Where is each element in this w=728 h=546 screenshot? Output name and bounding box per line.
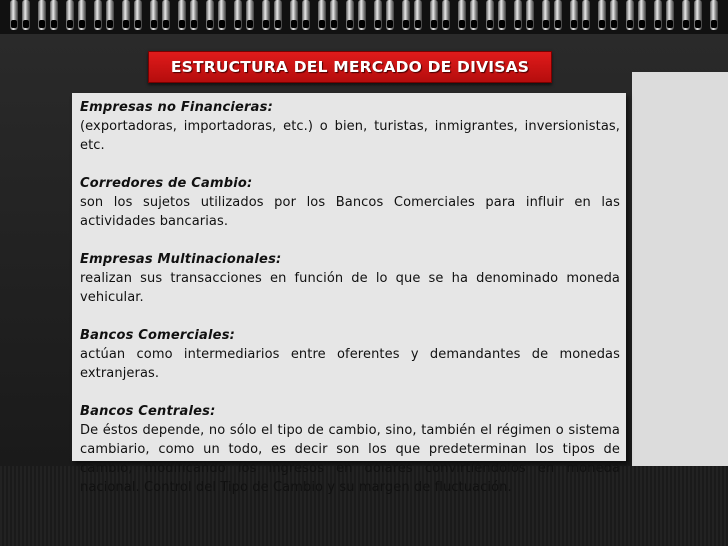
block-corredores-de-cambio [80, 174, 620, 231]
spiral-ring [486, 0, 494, 30]
heading-colon: : [210, 404, 216, 419]
block-bancos-comerciales [80, 326, 620, 383]
notebook-spiral-binding [0, 0, 728, 34]
spiral-ring [598, 0, 606, 30]
spiral-ring [346, 0, 354, 30]
spiral-ring [666, 0, 674, 30]
block-empresas-no-financieras [80, 98, 620, 155]
spiral-ring [526, 0, 534, 30]
spiral-ring [638, 0, 646, 30]
heading-colon: : [247, 176, 253, 191]
heading-colon: : [267, 100, 273, 115]
spiral-ring [610, 0, 618, 30]
spiral-ring [582, 0, 590, 30]
spiral-ring [710, 0, 718, 30]
spiral-ring [150, 0, 158, 30]
spiral-ring [122, 0, 130, 30]
spiral-ring [358, 0, 366, 30]
spiral-ring [330, 0, 338, 30]
spiral-ring [190, 0, 198, 30]
block-heading: Bancos Centrales [80, 404, 211, 419]
spiral-ring [554, 0, 562, 30]
block-text: (exportadoras, importadoras, etc.) o bien, turistas, inmigrantes, inversionistas, etc. [80, 119, 620, 153]
spiral-ring [318, 0, 326, 30]
spiral-ring [274, 0, 282, 30]
spiral-ring [234, 0, 242, 30]
spiral-ring [514, 0, 522, 30]
slide-title-banner [148, 51, 552, 83]
block-text: son los sujetos utilizados por los Bancos Comerciales para influir en las actividades bancarias. [80, 195, 620, 229]
spiral-ring [430, 0, 438, 30]
block-bancos-centrales [80, 402, 620, 497]
spiral-ring [10, 0, 18, 30]
spiral-ring [626, 0, 634, 30]
spiral-ring [78, 0, 86, 30]
spiral-ring [66, 0, 74, 30]
spiral-ring [22, 0, 30, 30]
spiral-ring [106, 0, 114, 30]
content-box [72, 93, 626, 495]
spiral-ring [414, 0, 422, 30]
spiral-ring [654, 0, 662, 30]
block-heading: Bancos Comerciales [80, 328, 230, 343]
spiral-ring [206, 0, 214, 30]
spiral-ring [302, 0, 310, 30]
right-side-panel [632, 72, 728, 466]
spiral-ring [178, 0, 186, 30]
block-text: actúan como intermediarios entre oferentes y demandantes de monedas extranjeras. [80, 347, 620, 381]
heading-colon: : [276, 252, 282, 267]
spiral-ring [498, 0, 506, 30]
spiral-ring [162, 0, 170, 30]
block-empresas-multinacionales [80, 250, 620, 307]
spiral-ring [694, 0, 702, 30]
spiral-ring [94, 0, 102, 30]
spiral-ring [570, 0, 578, 30]
spiral-ring [134, 0, 142, 30]
spiral-ring [470, 0, 478, 30]
block-text: realizan sus transacciones en función de lo que se ha denominado moneda vehicular. [80, 271, 620, 305]
spiral-ring [542, 0, 550, 30]
spiral-ring [442, 0, 450, 30]
spiral-ring [38, 0, 46, 30]
spiral-ring [246, 0, 254, 30]
block-text: De éstos depende, no sólo el tipo de cambio, sino, también el régimen o sistema cambiario, como un todo, es decir son los que predeterminan los tipos de cambio, modificando los ingresos en dólares convirtiéndolos en moneda nacional. Control del Tipo de Cambio y su margen de fluctuación. [80, 423, 620, 495]
spiral-ring [682, 0, 690, 30]
block-heading: Empresas no Financieras [80, 100, 268, 115]
spiral-ring [458, 0, 466, 30]
spiral-ring [262, 0, 270, 30]
slide-title: ESTRUCTURA DEL MERCADO DE DIVISAS [170, 58, 530, 76]
spiral-ring [402, 0, 410, 30]
heading-colon: : [229, 328, 236, 343]
spiral-ring [386, 0, 394, 30]
block-heading: Corredores de Cambio [80, 176, 248, 191]
spiral-ring [374, 0, 382, 30]
block-heading: Empresas Multinacionales [80, 252, 277, 267]
spiral-ring [50, 0, 58, 30]
spiral-ring [218, 0, 226, 30]
spiral-ring [290, 0, 298, 30]
